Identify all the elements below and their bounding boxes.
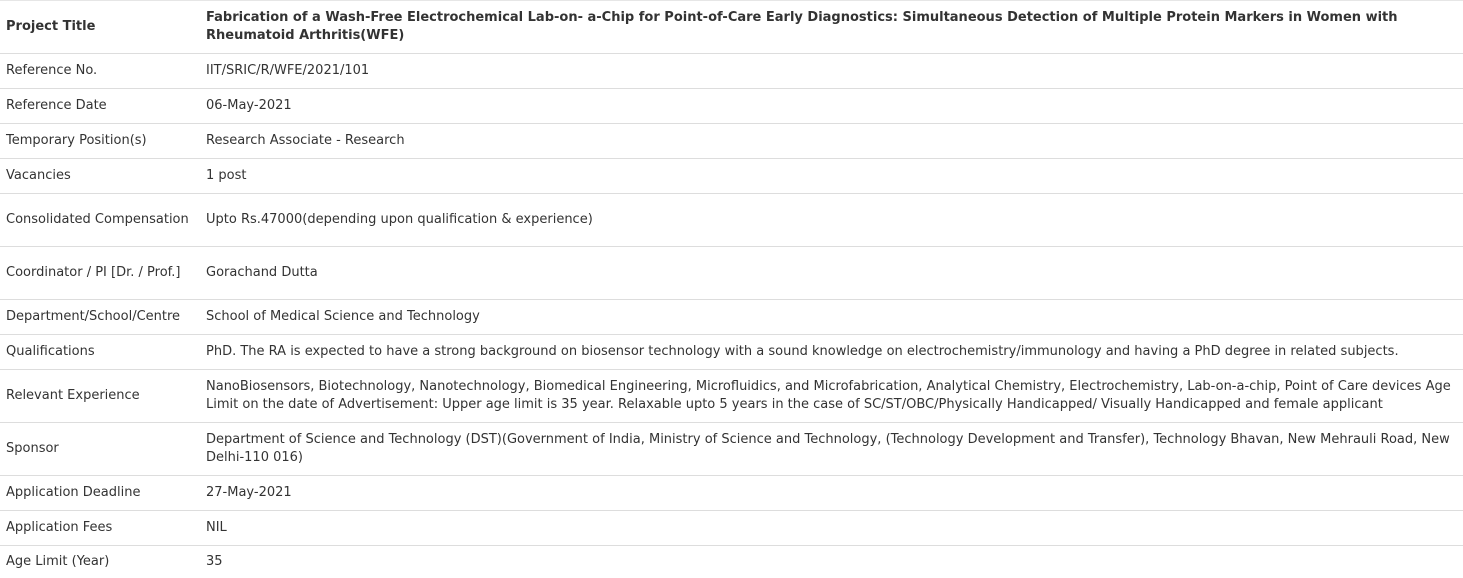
row-value: NanoBiosensors, Biotechnology, Nanotechnology, Biomedical Engineering, Microfluidics, and Microfabrication, Analytical Chemistry, Electrochemistry, Lab-on-a-chip, Point of Care devices Age Limit on the date of Advertisement: Upper age limit is 35 year. Relaxable upto 5 years in the case of SC/ST/OBC/Physically Handicapped/ Visually Handicapped and female applicant [200,370,1463,423]
row-label: Relevant Experience [0,370,200,423]
row-label: Qualifications [0,335,200,370]
row-label: Temporary Position(s) [0,124,200,159]
row-label: Coordinator / PI [Dr. / Prof.] [0,247,200,300]
row-label: Application Fees [0,511,200,546]
row-value: 1 post [200,159,1463,194]
row-value: PhD. The RA is expected to have a strong background on biosensor technology with a sound knowledge on electrochemistry/immunology and having a PhD degree in related subjects. [200,335,1463,370]
row-label: Reference No. [0,54,200,89]
table-row-application-deadline [0,476,1463,511]
table-row-reference-no [0,54,1463,89]
table-row-compensation [0,194,1463,247]
row-label: Age Limit (Year) [0,546,200,578]
row-value: 06-May-2021 [200,89,1463,124]
row-value: 27-May-2021 [200,476,1463,511]
row-label: Consolidated Compensation [0,194,200,247]
row-value: School of Medical Science and Technology [200,300,1463,335]
row-value: IIT/SRIC/R/WFE/2021/101 [200,54,1463,89]
table-row-application-fees [0,511,1463,546]
table-row-vacancies [0,159,1463,194]
row-value: NIL [200,511,1463,546]
table-row-age-limit [0,546,1463,578]
row-value: Gorachand Dutta [200,247,1463,300]
row-label: Sponsor [0,423,200,476]
table-row-relevant-experience [0,370,1463,423]
table-row-reference-date [0,89,1463,124]
table-row-sponsor [0,423,1463,476]
row-value: Department of Science and Technology (DST)(Government of India, Ministry of Science and Technology, (Technology Development and Transfer), Technology Bhavan, New Mehrauli Road, New Delhi-110 016) [200,423,1463,476]
table-row-department [0,300,1463,335]
row-label: Application Deadline [0,476,200,511]
row-label: Vacancies [0,159,200,194]
row-label: Reference Date [0,89,200,124]
table-row-project-title [0,1,1463,54]
row-value: Research Associate - Research [200,124,1463,159]
row-value: Upto Rs.47000(depending upon qualification & experience) [200,194,1463,247]
row-value: Fabrication of a Wash-Free Electrochemical Lab-on- a-Chip for Point-of-Care Early Diagnostics: Simultaneous Detection of Multiple Protein Markers in Women with Rheumatoid Arthritis(WFE) [200,1,1463,54]
table-row-coordinator [0,247,1463,300]
row-value: 35 [200,546,1463,578]
table-row-temporary-positions [0,124,1463,159]
row-label: Project Title [0,1,200,54]
table-row-qualifications [0,335,1463,370]
row-label: Department/School/Centre [0,300,200,335]
